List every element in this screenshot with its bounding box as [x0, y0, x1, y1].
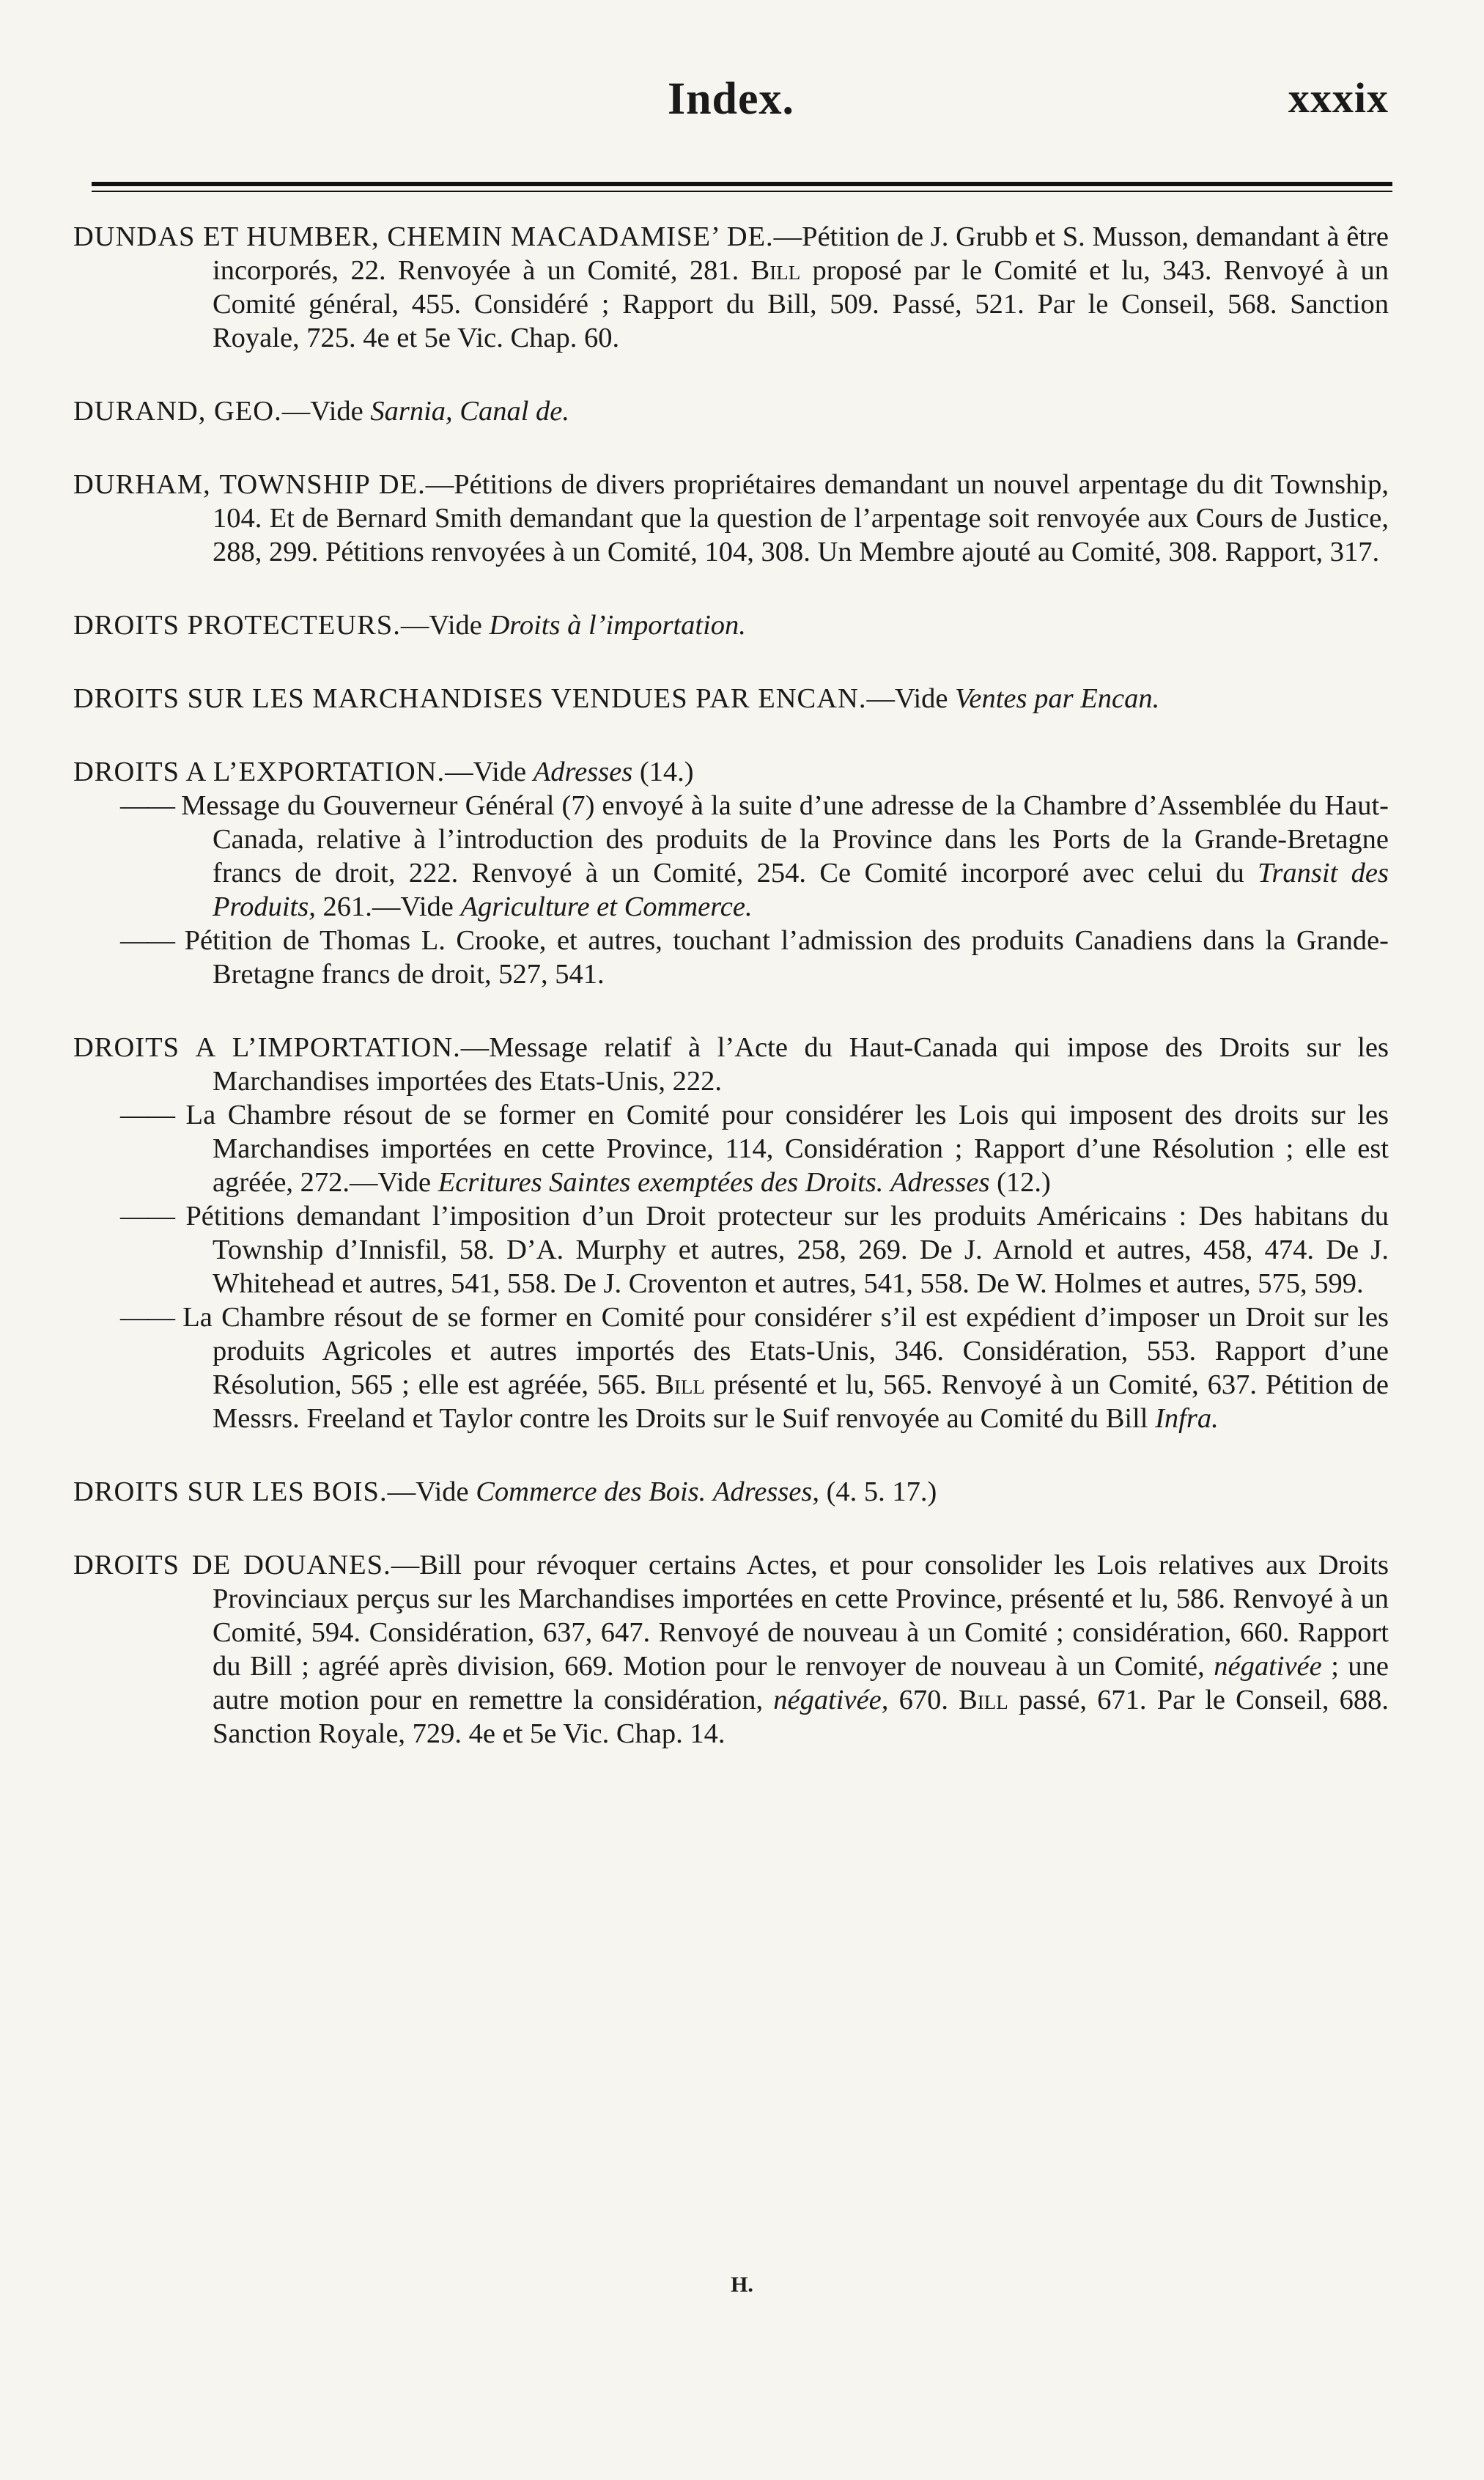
entry-headword: DROITS A L’EXPORTATION. — [73, 757, 446, 787]
entry-headword: DURAND, GEO. — [73, 396, 282, 427]
entry-headword: DURHAM, TOWNSHIP DE. — [73, 469, 426, 500]
entry-text — [73, 220, 1389, 355]
entry-headword: DROITS DE DOUANES. — [73, 1550, 391, 1581]
entry-headword: DROITS SUR LES MARCHANDISES VENDUES PAR ENCAN. — [73, 683, 867, 714]
entry-cross-reference: Infra. — [1155, 1403, 1219, 1434]
entry-body: La Chambre résout de se former en Comité pour considérer s’il est expédient d’imposer un Droit sur les produits Agricoles et autres importés des Etats-Unis, 346. Considération, 553. Rapport d’une Résolution, 565 ; elle est agréée, 565. — [174, 1302, 1389, 1400]
entry-cross-reference: Agriculture et Commerce. — [460, 891, 753, 922]
entry-cross-reference: Adresses — [890, 1167, 990, 1198]
sub-entry-dash: —— — [120, 1201, 174, 1232]
entry-body: présenté et lu, 565. Renvoyé à un Comité, 637. Pétition de Messrs. Freeland et Taylor contre les Droits sur le Suif renvoyée au Comité du Bill — [213, 1369, 1389, 1434]
sub-entry — [73, 1098, 1389, 1199]
entry-body: Message du Gouverneur Général (7) envoyé à la suite d’une adresse de la Chambre d’Assemblée du Haut-Canada, relative à l’introduction des produits de la Province dans les Ports de la Grande-Bretagne francs de droit, 222. Renvoyé à un Comité, 254. Ce Comité incorporé avec celui du — [174, 790, 1389, 888]
entry-cross-reference: Ventes par Encan. — [955, 683, 1160, 714]
entry-text — [73, 1548, 1389, 1751]
entry-text — [73, 682, 1389, 715]
sub-entry-dash: —— — [120, 790, 174, 821]
entry-body: La Chambre résout de se former en Comité pour considérer les Lois qui imposent des droits sur les Marchandises importées en cette Province, 114, Considération ; Rapport d’une Résolution ; elle est agréée, 272.—Vide — [174, 1100, 1389, 1198]
entry-cross-reference: Commerce des Bois. — [476, 1476, 706, 1507]
index-entry-droits-douanes — [73, 1548, 1389, 1751]
entry-text — [73, 755, 1389, 789]
index-entry-droits-encan — [73, 682, 1389, 715]
page-header — [73, 73, 1389, 139]
entry-cross-reference: Droits à l’importation. — [489, 610, 746, 641]
entry-cross-reference: Adresses — [533, 757, 633, 787]
index-entry-durand — [73, 394, 1389, 428]
entry-body: 670. — [888, 1685, 959, 1715]
entry-body: (14.) — [632, 757, 694, 787]
header-rule-thin — [92, 191, 1392, 192]
index-entry-dundas — [73, 220, 1389, 355]
entry-body: —Pétition de J. Grubb et S. Musson, demandant à être incorporés, 22. Renvoyée à un Comité, 281. — [213, 221, 1389, 286]
entry-headword: DROITS PROTECTEURS. — [73, 610, 401, 641]
signature-mark: H. — [731, 2273, 753, 2297]
entry-body: 261.—Vide — [315, 891, 461, 922]
entry-body: —Vide — [281, 396, 371, 427]
index-entry-durham — [73, 468, 1389, 569]
entry-body: —Pétitions de divers propriétaires demandant un nouvel arpentage du dit Township, 104. Et de Bernard Smith demandant que la question de l’arpentage soit renvoyée aux Cours de Justice, 288, 299. Pétitions renvoyées à un Comité, 104, 308. Un Membre ajouté au Comité, 308. Rapport, 317. — [213, 469, 1389, 567]
sub-entry — [73, 1300, 1389, 1435]
entry-text — [73, 468, 1389, 569]
entry-body: Pétitions demandant l’imposition d’un Droit protecteur sur les produits Américains : Des habitans du Township d’Innisfil, 58. D’A. Murphy et autres, 258, 269. De J. Arnold et autres, 458, 474. De J. Whitehead et autres, 541, 558. De J. Croventon et autres, 541, 558. De W. Holmes et autres, 575, 599. — [174, 1201, 1389, 1299]
header-rule-thick — [92, 182, 1392, 186]
entry-body: —Vide — [445, 757, 534, 787]
entry-body: proposé par le Comité et lu, 343. Renvoyé à un Comité général, 455. Considéré ; Rapport du Bill, 509. Passé, 521. Par le Conseil, 568. Sanction Royale, 725. 4e et 5e Vic. Chap. 60. — [213, 255, 1389, 353]
entry-body: —Vide — [387, 1476, 476, 1507]
index-entry-droits-protecteurs — [73, 608, 1389, 642]
entry-body: —Bill pour révoquer certains Actes, et pour consolider les Lois relatives aux Droits Provinciaux perçus sur les Marchandises importées en cette Province, présenté et lu, 586. Renvoyé à un Comité, 594. Considération, 637, 647. Renvoyé de nouveau à un Comité ; considération, 660. Rapport du Bill ; agréé après division, 669. Motion pour le renvoyer de nouveau à un Comité, — [213, 1550, 1389, 1682]
sub-entry — [73, 924, 1389, 991]
sub-entry — [73, 789, 1389, 924]
entry-body: —Vide — [400, 610, 490, 641]
entry-body: (4. 5. 17.) — [819, 1476, 937, 1507]
index-entry-droits-exportation — [73, 755, 1389, 991]
entry-cross-reference: Ecritures Saintes exemptées des Droits. — [438, 1167, 884, 1198]
entry-body: Pétition de Thomas L. Crooke, et autres, touchant l’admission des produits Canadiens dans la Grande-Bretagne francs de droit, 527, 541. — [174, 925, 1389, 990]
entry-body: —Vide — [866, 683, 956, 714]
entry-text — [73, 1475, 1389, 1509]
bill-smallcaps: Bill — [750, 255, 801, 286]
entry-headword: DROITS A L’IMPORTATION. — [73, 1032, 461, 1063]
entry-cross-reference: Sarnia, Canal de. — [370, 396, 570, 427]
page-title: Index. — [667, 74, 795, 124]
entry-body: —Message relatif à l’Acte du Haut-Canada qui impose des Droits sur les Marchandises importées des Etats-Unis, 222. — [213, 1032, 1389, 1097]
entry-body: ; une autre motion pour en remettre la considération, — [213, 1651, 1389, 1715]
entry-emphasis: négativée — [1214, 1651, 1322, 1682]
entry-cross-reference: Adresses, — [712, 1476, 819, 1507]
entry-headword: DUNDAS ET HUMBER, CHEMIN MACADAMISE’ DE. — [73, 221, 774, 252]
bill-smallcaps: Bill — [959, 1685, 1008, 1715]
entry-body — [883, 1167, 890, 1198]
entry-body: (12.) — [989, 1167, 1051, 1198]
entry-emphasis: négativée, — [773, 1685, 889, 1715]
index-content — [73, 220, 1389, 1790]
page-number: xxxix — [1288, 74, 1389, 122]
entry-body — [706, 1476, 713, 1507]
entry-headword: DROITS SUR LES BOIS. — [73, 1476, 388, 1507]
entry-text — [73, 1031, 1389, 1098]
bill-smallcaps: Bill — [655, 1369, 705, 1400]
sub-entry — [73, 1199, 1389, 1300]
entry-text — [73, 394, 1389, 428]
sub-entry-dash: —— — [120, 1302, 174, 1333]
sub-entry-dash: —— — [120, 925, 174, 956]
index-entry-droits-bois — [73, 1475, 1389, 1509]
sub-entry-dash: —— — [120, 1100, 174, 1130]
entry-body: passé, 671. Par le Conseil, 688. Sanction Royale, 729. 4e et 5e Vic. Chap. 14. — [213, 1685, 1389, 1749]
entry-text — [73, 608, 1389, 642]
entry-cross-reference: Transit des Produits, — [213, 858, 1389, 922]
index-entry-droits-importation — [73, 1031, 1389, 1435]
